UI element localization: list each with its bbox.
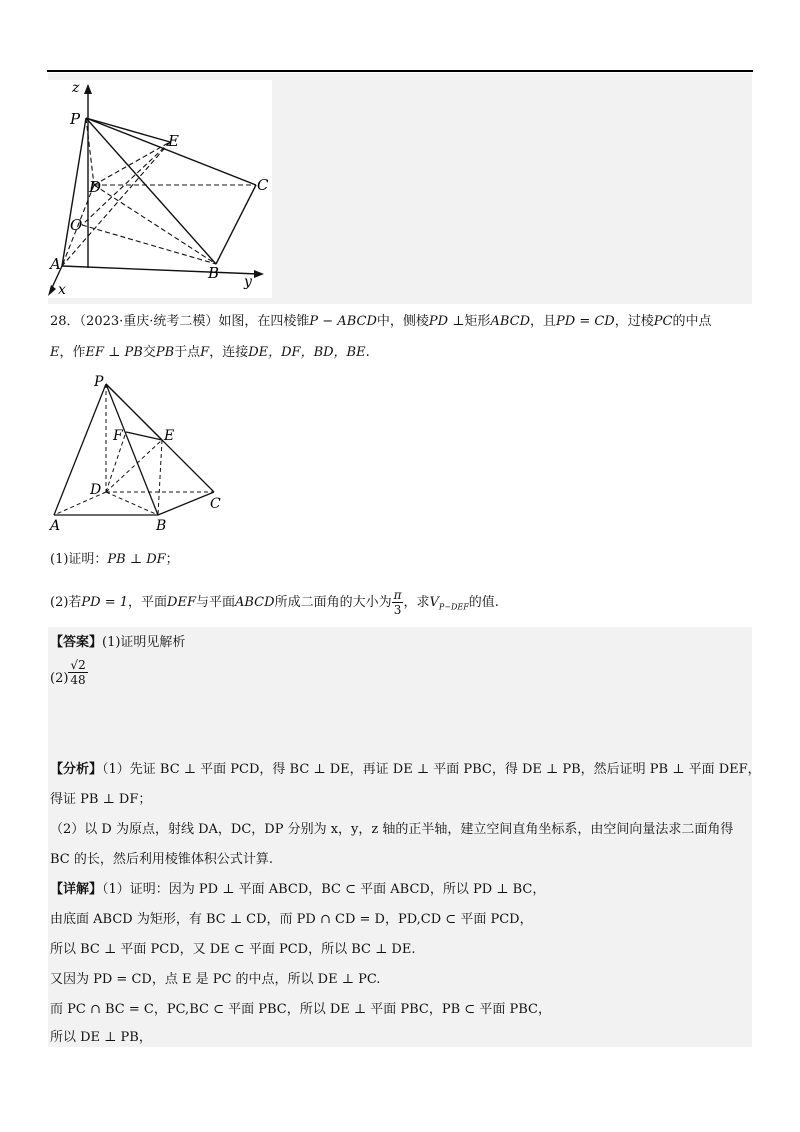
detail-line-1: 【详解】（1）证明：因为 PD ⊥ 平面 ABCD，BC ⊂ 平面 ABCD，所以 PD ⊥ BC， — [50, 882, 546, 897]
pi-over-3-fraction: $\frac{\pi}{3}$ — [393, 588, 402, 617]
label-O: O — [70, 216, 83, 234]
analysis-line-3: （2）以 D 为原点，射线 DA，DC，DP 分别为 x，y，z 轴的正半轴，建立空间直角坐标系，由空间向量法求二面角得 — [50, 822, 734, 837]
label-C: C — [210, 496, 221, 512]
label-y: y — [244, 274, 252, 290]
detail-line-6: 所以 DE ⊥ PB， — [50, 1030, 152, 1045]
label-x: x — [58, 282, 66, 298]
detail-line-2: 由底面 ABCD 为矩形，有 BC ⊥ CD，而 PD ∩ CD = D，PD,CD ⊂ 平面 PCD， — [50, 912, 533, 927]
answer-line-1: 【答案】(1)证明见解析 — [50, 635, 186, 650]
figure-coordinate-pyramid — [48, 80, 272, 298]
label-D: D — [90, 482, 102, 498]
label-F: F — [113, 428, 123, 444]
label-B: B — [208, 264, 220, 282]
label-C: C — [257, 176, 269, 194]
detail-line-5: 而 PC ∩ BC = C，PC,BC ⊂ 平面 PBC，所以 DE ⊥ 平面 PBC，PB ⊂ 平面 PBC， — [50, 1002, 551, 1017]
y-axis — [62, 266, 258, 274]
detail-line-3: 所以 BC ⊥ 平面 PCD，又 DE ⊂ 平面 PCD，所以 BC ⊥ DE. — [50, 942, 416, 957]
label-P: P — [70, 110, 81, 128]
label-E: E — [164, 428, 175, 444]
label-P: P — [94, 374, 104, 390]
analysis-line-2: 得证 PB ⊥ DF； — [50, 792, 152, 807]
label-B: B — [156, 518, 167, 534]
label-D: D — [89, 178, 102, 196]
answer-line-2: (2) $\frac{√2}{48}$ — [50, 658, 86, 687]
part-2: (2)若PD = 1，平面DEF与平面ABCD所成二面角的大小为 $\frac{\pi}{3}$ ，求$V_{P-DEF}$的值. — [50, 588, 499, 617]
answer-fraction: $\frac{√2}{48}$ — [70, 658, 86, 687]
label-E: E — [168, 132, 179, 150]
figure-2-svg — [46, 372, 236, 540]
part-1: (1)证明：PB ⊥ DF； — [50, 552, 179, 567]
figure-pyramid — [46, 372, 236, 540]
detail-line-4: 又因为 PD = CD，点 E 是 PC 的中点，所以 DE ⊥ PC. — [50, 972, 381, 987]
problem-line-2: E，作EF ⊥ PB交PB于点F，连接DE，DF，BD，BE. — [50, 345, 370, 360]
analysis-line-1: 【分析】（1）先证 BC ⊥ 平面 PCD，得 BC ⊥ DE，再证 DE ⊥ 平面 PBC，得 DE ⊥ PB，然后证明 PB ⊥ 平面 DEF， — [50, 762, 761, 777]
header-rule — [47, 70, 753, 72]
label-A: A — [50, 518, 61, 534]
label-z: z — [72, 80, 80, 96]
label-A: A — [50, 255, 61, 273]
figure-1-svg — [48, 80, 272, 298]
problem-line-1: 28．（2023·重庆·统考二模）如图，在四棱锥P − ABCD中，侧棱PD ⊥矩形ABCD，且PD = CD，过棱PC的中点 — [50, 314, 712, 329]
analysis-line-4: BC 的长，然后利用棱锥体积公式计算. — [50, 852, 274, 867]
